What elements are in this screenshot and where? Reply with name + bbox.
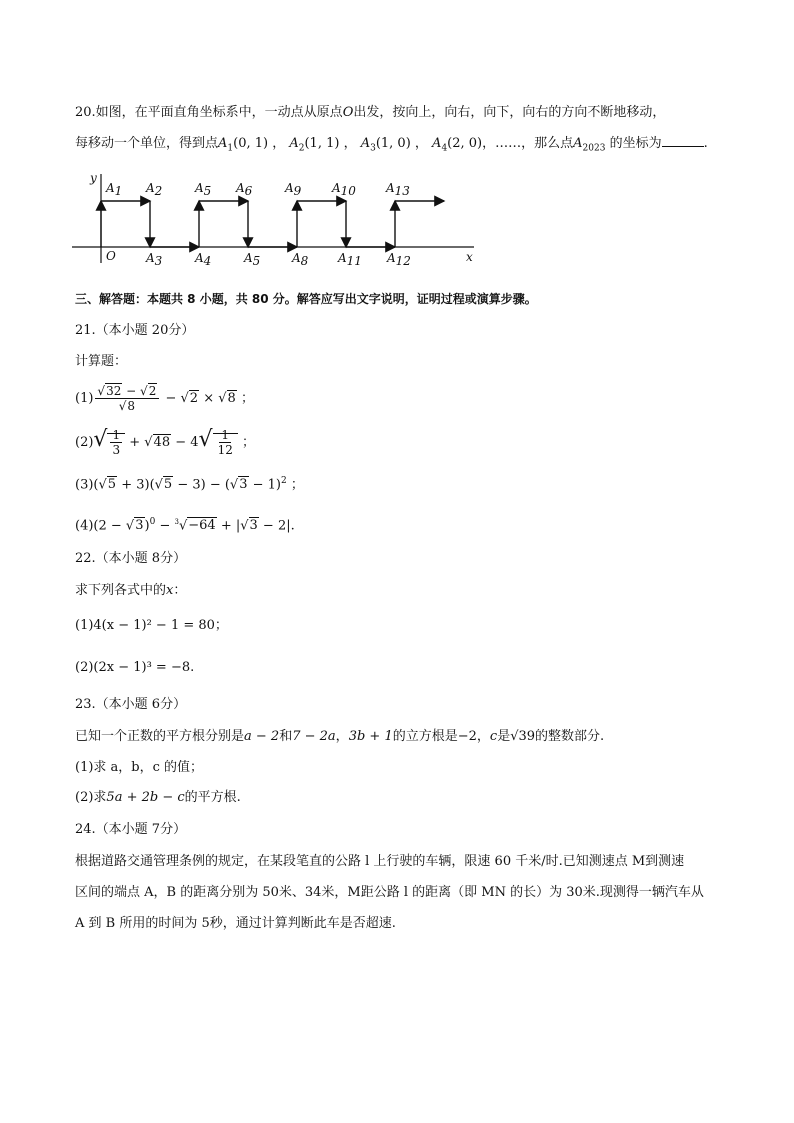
q21-part1: (1) $\frac{√32 - √2}{√8}$ − √2 × √8 ； <box>75 384 254 413</box>
q24-line2: 区间的端点 A，B 的距离分别为 50米、34米，M距公路 l 的距离（即 MN 的长）为 30米.现测得一辆汽车从 <box>75 885 704 900</box>
q20-point-a1: $A_1(0$, 1) <box>218 136 269 154</box>
q23-p2-b: 的平方根. <box>184 790 241 805</box>
q20-line2: 每移动一个单位，得到点$A_1(0$, 1) ， $A_2(1$, 1) ， $A_3(1$, 0) ， $A_4(2$, 0)，……，那么点$A_{2023}$ 的坐标为 . <box>75 136 708 154</box>
q22-var: x <box>166 583 174 598</box>
movement-path <box>101 201 444 247</box>
label-a8: A8 <box>292 251 309 268</box>
q22-prompt-text: 求下列各式中的 <box>75 583 167 598</box>
q23-expr2: 7 − 2a <box>292 729 336 744</box>
q20-line1 <box>75 104 665 122</box>
q23-text-e: 是 <box>497 729 511 744</box>
origin-label: O <box>106 249 116 263</box>
bottom-point-labels <box>145 251 411 268</box>
answer-blank[interactable] <box>662 134 704 147</box>
q20-origin-o: O <box>342 105 354 120</box>
q23-text-c: 的立方根是 <box>392 729 458 744</box>
label-a1: A1 <box>106 181 123 198</box>
q23-text-f: 的整数部分. <box>535 729 605 744</box>
q21-part2: (2)√ $\frac{1}{3}$ + √48 − 4√ $\frac{1}{12}$ ； <box>75 427 255 457</box>
q23-text-a: 已知一个正数的平方根分别是 <box>75 729 245 744</box>
q21-p1-fraction: $\frac{√32 - √2}{√8}$ <box>95 384 159 413</box>
q23-and: 和 <box>279 729 293 744</box>
q23-expr1: a − 2 <box>244 729 280 744</box>
label-a4: A4 <box>195 251 212 268</box>
label-a10: A10 <box>332 181 356 198</box>
coordinate-figure <box>70 168 490 273</box>
q24-line3: A 到 B 所用的时间为 5秒，通过计算判断此车是否超速. <box>75 916 396 931</box>
q20-text-c: 每移动一个单位，得到点 <box>75 136 219 151</box>
q20-target-point: $A_{2023}$ <box>573 136 606 154</box>
x-axis-label: x <box>466 250 473 264</box>
q20-text-e: 的坐标为 <box>609 136 662 151</box>
label-a2: A2 <box>146 181 163 198</box>
q20-point-a3: $A_3(1$, 0) <box>360 136 411 154</box>
label-a3: A3 <box>146 251 163 268</box>
q20-text-b: 出发，按向上，向右，向下，向右的方向不断地移动， <box>353 105 666 120</box>
q23-part1: (1)求 a，b，c 的值； <box>75 760 204 775</box>
q21-p4-label: (4) <box>75 518 94 534</box>
q22-prompt: 求下列各式中的x： <box>75 583 187 598</box>
q21-part3: $(3)(√5 + 3)(√5 - 3) - (√3 - 1)^2$ ； <box>75 476 304 493</box>
q23-part2 <box>75 789 241 807</box>
y-axis-label: y <box>90 171 97 185</box>
q20-text-d: ，……，那么点 <box>482 136 574 151</box>
q23-p2-a: (2)求 <box>75 790 107 805</box>
q23-header: 23.（本小题 6分） <box>75 697 187 712</box>
q23-c-var: c <box>489 729 498 744</box>
q21-p3-label: (3) <box>75 477 94 493</box>
q23-text-d: ， <box>476 729 490 744</box>
label-a12: A12 <box>387 251 411 268</box>
q20-point-a2: $A_2(1$, 1) <box>289 136 340 154</box>
q21-header: 21.（本小题 20分） <box>75 323 195 338</box>
section-heading: 三、解答题：本题共 8 小题，共 80 分。解答应写出文字说明，证明过程或演算步骤。 <box>75 292 537 306</box>
q23-expr4: −2 <box>457 729 477 744</box>
q20-text-a: 20.如图，在平面直角坐标系中，一动点从原点 <box>75 105 343 120</box>
label-a11: A11 <box>338 251 362 268</box>
label-a9: A9 <box>285 181 302 198</box>
label-a5: A5 <box>195 181 212 198</box>
q23-p2-expr: 5a + 2b − c <box>106 790 185 805</box>
q23-statement <box>75 728 604 746</box>
q21-p2-label: (2) <box>75 435 94 450</box>
q24-line1: 根据道路交通管理条例的规定，在某段笔直的公路 l 上行驶的车辆，限速 60 千米/时.已知测速点 M到测速 <box>75 854 685 869</box>
q23-text-b: ， <box>335 729 349 744</box>
q21-p1-label: (1) <box>75 391 94 406</box>
label-a6: A6 <box>236 181 253 198</box>
top-point-labels <box>105 181 410 198</box>
q22-header: 22.（本小题 8分） <box>75 551 187 566</box>
q23-sqrt39: √39 <box>510 729 536 744</box>
q24-header: 24.（本小题 7分） <box>75 822 187 837</box>
label-a5-bottom: A5 <box>244 251 261 268</box>
q21-prompt: 计算题： <box>75 354 128 369</box>
q21-part4: $(4)(2 - √3)^0 - ^3√-64 + |√3 - 2|$. <box>75 517 295 534</box>
q22-part2: (2)(2x − 1)³ = −8. <box>75 660 195 675</box>
q23-expr3: 3b + 1 <box>348 729 393 744</box>
q20-point-a4: $A_4(2$, 0) <box>432 136 483 154</box>
q22-part1: (1)4(x − 1)² − 1 = 80； <box>75 618 228 633</box>
label-a13: A13 <box>386 181 410 198</box>
